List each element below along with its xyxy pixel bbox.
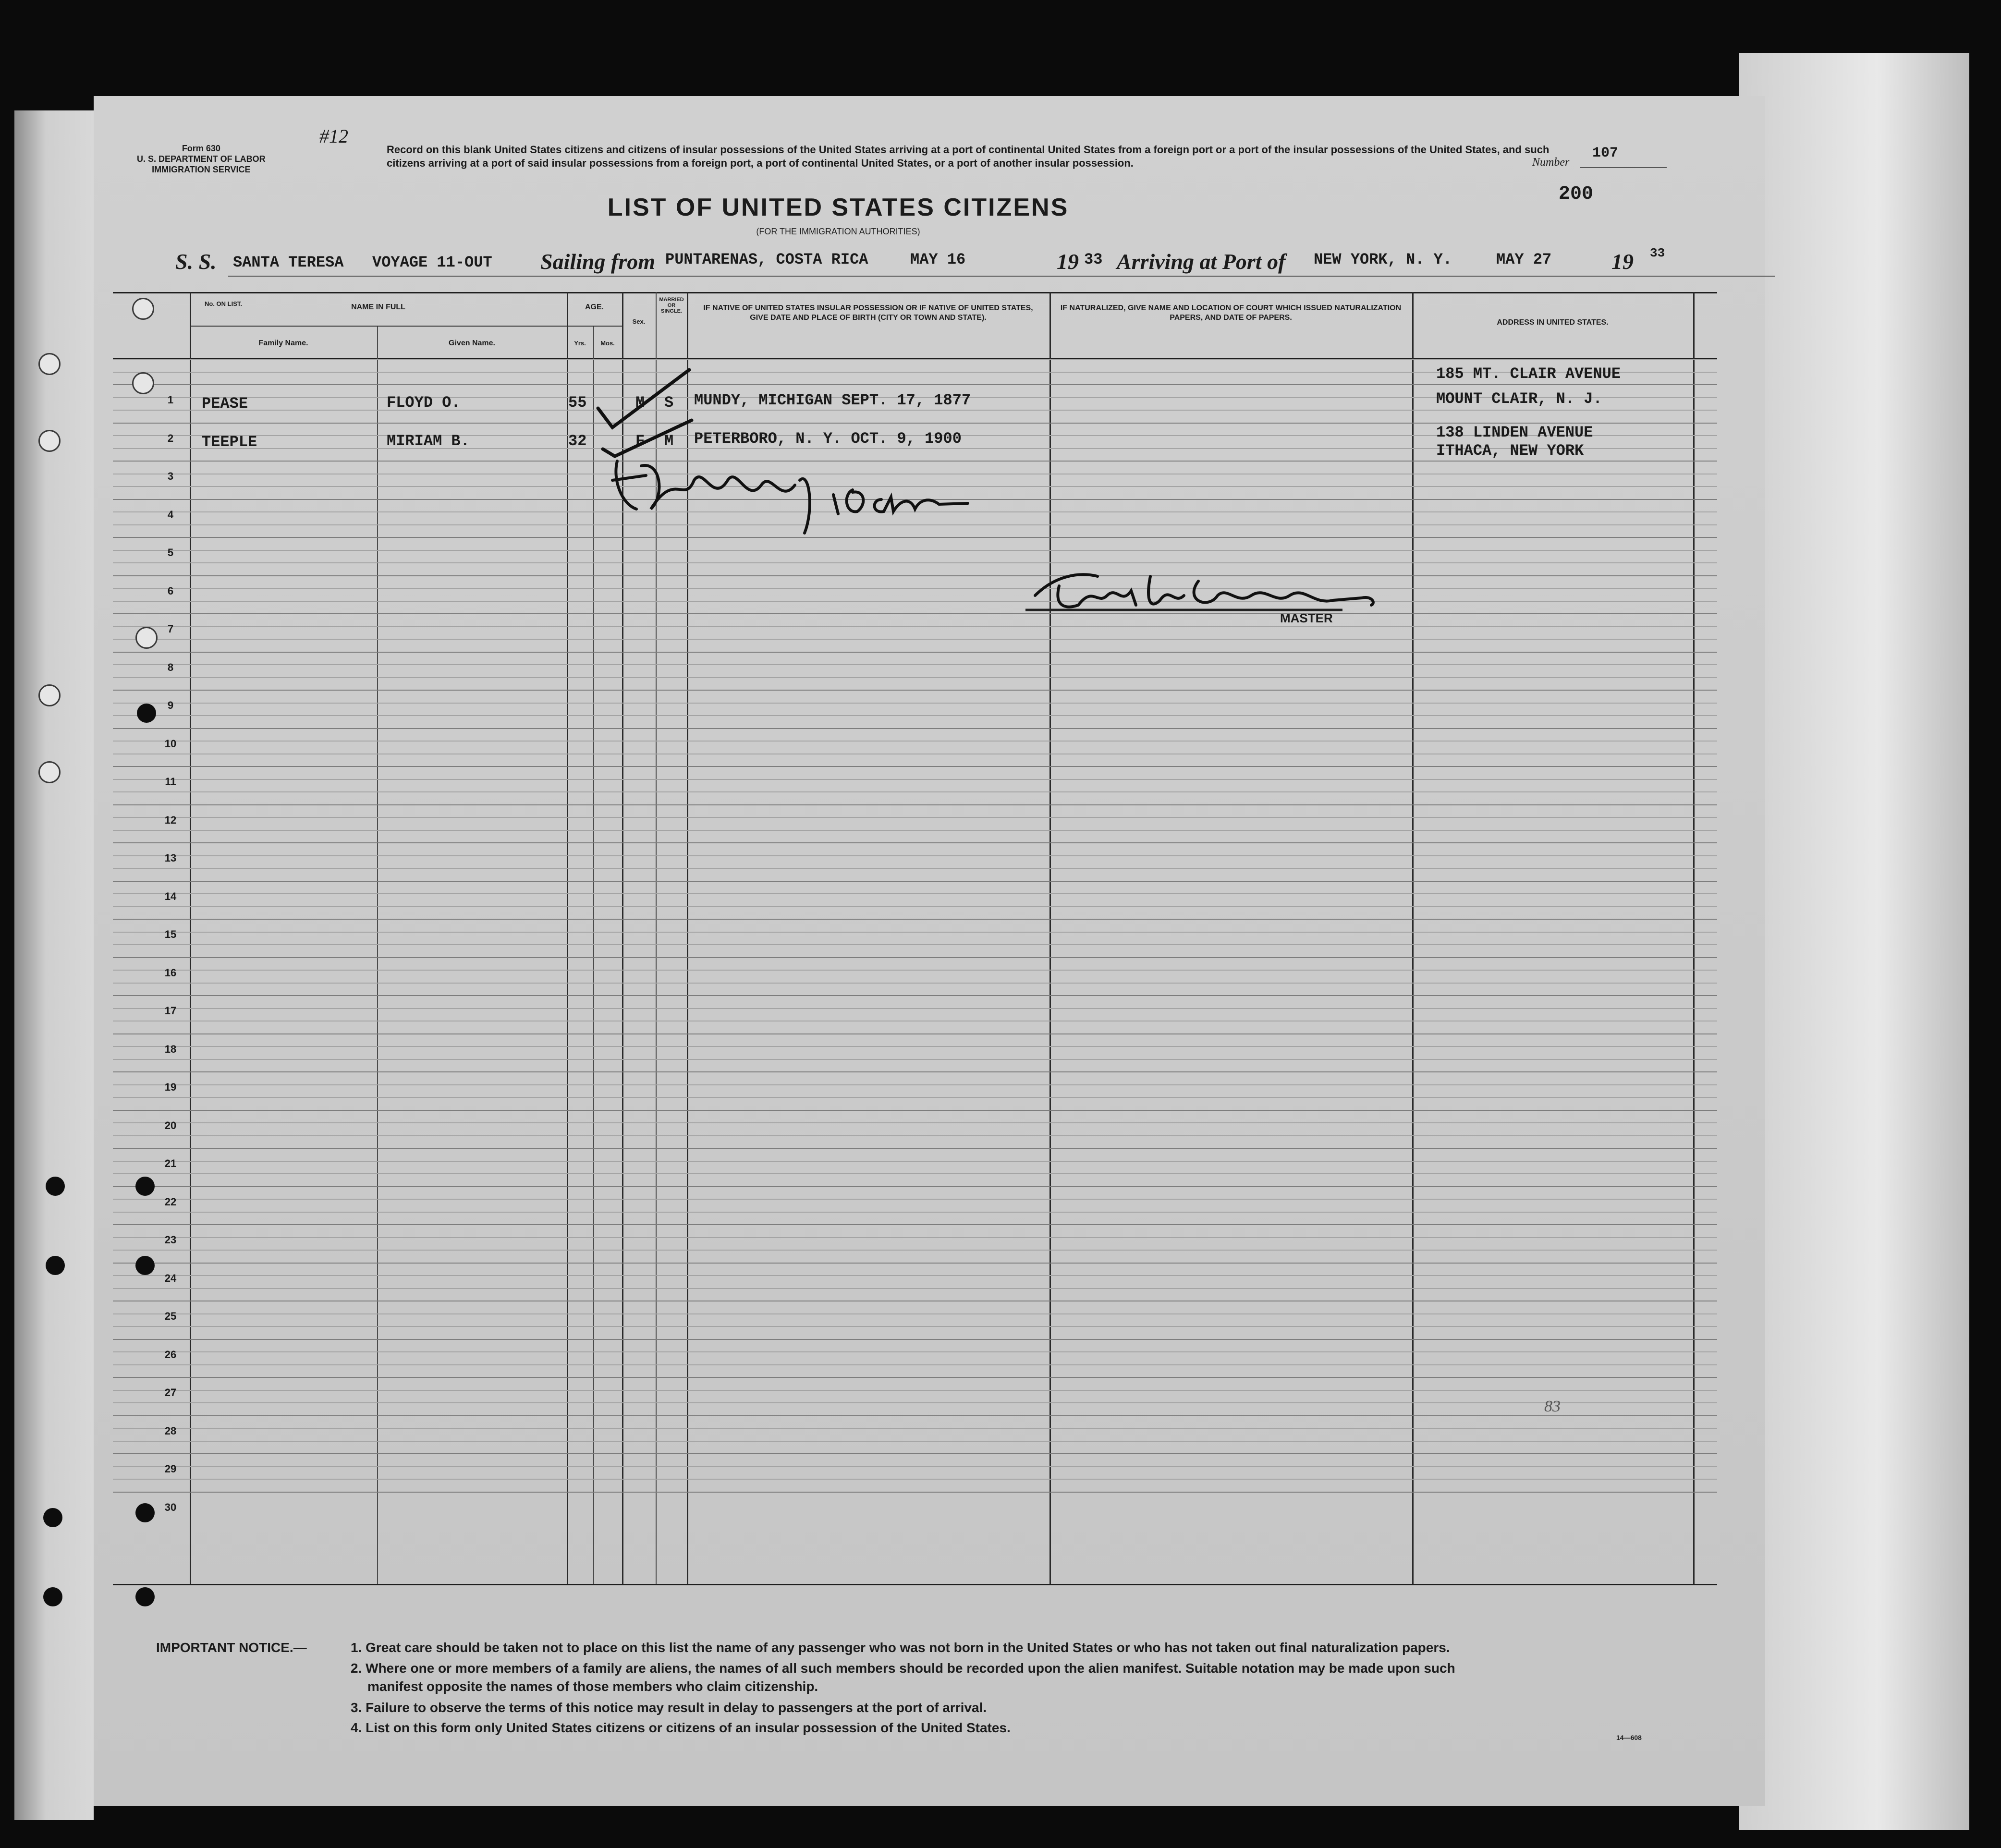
list-number: 107 [1592, 145, 1619, 161]
passenger-2-address-line1: 138 LINDEN AVENUE [1436, 424, 1593, 441]
ruled-line [113, 1313, 1717, 1314]
departure-year: 33 [1084, 251, 1103, 268]
margin-note: 83 [1544, 1398, 1561, 1415]
ruled-line [113, 677, 1717, 678]
service-label: IMMIGRATION SERVICE [152, 165, 251, 174]
passenger-2-address-line2: ITHACA, NEW YORK [1436, 442, 1584, 460]
ruled-line [113, 932, 1717, 933]
arriving-label: Arriving at Port of [1117, 249, 1286, 274]
form-identity [137, 143, 266, 175]
ruled-line [113, 1275, 1717, 1276]
name-subheader-rule [190, 326, 567, 327]
row-number: 26 [164, 1348, 177, 1361]
passenger-2-sex: F [635, 432, 645, 450]
ruled-line [113, 766, 1717, 767]
notice-item-4: 4. List on this form only United States citizens or citizens of an insular possession of the United States. [351, 1720, 1011, 1735]
row-number: 20 [164, 1119, 177, 1131]
ruled-line [113, 652, 1717, 653]
ruled-line [113, 791, 1717, 792]
ruled-line [113, 601, 1717, 602]
ruled-line [113, 550, 1717, 551]
manifest-sheet [94, 96, 1765, 1806]
ruled-line [113, 804, 1717, 805]
notice-item-3: 3. Failure to observe the terms of this notice may result in delay to passengers at the port of arrival. [351, 1700, 987, 1715]
voyage-underline [228, 276, 1775, 277]
header-yrs: Yrs. [574, 340, 586, 347]
ruled-line [113, 664, 1717, 665]
col-rule-yrs [593, 327, 594, 1584]
binder-hole [135, 1587, 155, 1606]
passenger-2-status: M [664, 432, 674, 450]
passenger-1-address-line1: 185 MT. CLAIR AVENUE [1436, 365, 1621, 383]
ruled-line [113, 995, 1717, 996]
passenger-1-birth: MUNDY, MICHIGAN SEPT. 17, 1877 [694, 391, 971, 409]
row-number: 3 [167, 470, 174, 482]
col-rule-family [377, 327, 378, 1584]
row-number: 30 [164, 1501, 177, 1513]
binder-hole [43, 1587, 62, 1606]
ruled-line [113, 1071, 1717, 1072]
ss-label: S. S. [175, 249, 217, 274]
ruled-line [113, 855, 1717, 856]
arrival-port: NEW YORK, N. Y. [1314, 251, 1452, 268]
row-number: 27 [164, 1386, 177, 1398]
ruled-line [113, 1161, 1717, 1162]
row-number: 6 [167, 584, 174, 597]
passenger-1-given-name: FLOYD O. [387, 394, 461, 412]
departure-date: MAY 16 [910, 251, 966, 268]
ruled-line [113, 1237, 1717, 1238]
ruled-line [113, 410, 1717, 411]
passenger-1-family-name: PEASE [202, 395, 248, 413]
row-number: 21 [164, 1157, 177, 1169]
binder-hole [135, 1503, 155, 1522]
binder-hole [135, 627, 158, 649]
row-number: 10 [164, 737, 177, 750]
sheet-number: 200 [1559, 183, 1594, 205]
form-title: LIST OF UNITED STATES CITIZENS [607, 194, 1069, 221]
ruled-line [113, 1059, 1717, 1060]
row-number: 15 [164, 928, 177, 940]
record-instructions: Record on this blank United States citizens and citizens of insular possessions of the United States arriving at a port of continental United States from a foreign port or a port of the insular possessions of the United States, and such citizens arriving at a port of said insular possessions from a foreign port, a port of continental United States, or a port of another insular possession. [387, 144, 1550, 169]
row-number: 14 [164, 890, 177, 902]
ruled-line [113, 359, 1717, 360]
form-number: Form 630 [182, 144, 220, 153]
passenger-2-family-name: TEEPLE [202, 433, 257, 451]
ruled-line [113, 1492, 1717, 1493]
header-address: ADDRESS IN UNITED STATES. [1497, 318, 1609, 327]
department-label: U. S. DEPARTMENT OF LABOR [137, 154, 266, 164]
form-subtitle: (FOR THE IMMIGRATION AUTHORITIES) [756, 227, 920, 236]
ruled-line [113, 842, 1717, 843]
ruled-line [113, 384, 1717, 385]
ruled-line [113, 613, 1717, 614]
ruled-line [113, 1033, 1717, 1034]
master-label: MASTER [1280, 611, 1333, 625]
ruled-line [113, 983, 1717, 984]
ruled-line [113, 1453, 1717, 1454]
header-sex: Sex. [632, 318, 646, 325]
ruled-line [113, 728, 1717, 729]
ruled-line [113, 1263, 1717, 1264]
binder-hole [38, 353, 61, 375]
ruled-line [113, 1441, 1717, 1442]
ruled-line [113, 957, 1717, 958]
ruled-line [113, 868, 1717, 869]
ruled-line [113, 830, 1717, 831]
ruled-line [113, 588, 1717, 589]
ruled-line [113, 1097, 1717, 1098]
header-name-in-full: NAME IN FULL [351, 303, 405, 311]
ruled-line [113, 1046, 1717, 1047]
binder-hole [38, 684, 61, 706]
ruled-line [113, 639, 1717, 640]
ruled-line [113, 1212, 1717, 1213]
ruled-line [113, 1326, 1717, 1327]
departure-port: PUNTARENAS, COSTA RICA [665, 251, 868, 268]
print-code: 14—608 [1616, 1734, 1642, 1741]
row-number: 24 [164, 1272, 177, 1284]
ruled-line [113, 1008, 1717, 1009]
passenger-1-age: 55 [568, 394, 587, 412]
row-number: 1 [167, 394, 174, 406]
ruled-line [113, 703, 1717, 704]
passenger-2-birth: PETERBORO, N. Y. OCT. 9, 1900 [694, 430, 962, 448]
notice-item-2-cont: manifest opposite the names of those members who claim citizenship. [367, 1679, 818, 1694]
binder-hole [46, 1177, 65, 1196]
ruled-line [113, 1084, 1717, 1085]
ruled-line [113, 881, 1717, 882]
row-number: 7 [167, 623, 174, 635]
ruled-line [113, 1428, 1717, 1429]
binder-hole [135, 1256, 155, 1275]
master-signature [1025, 557, 1467, 624]
sailing-label: Sailing from [540, 249, 656, 274]
ruled-line [113, 1110, 1717, 1111]
binder-hole [43, 1508, 62, 1527]
ruled-line [113, 779, 1717, 780]
binder-hole [137, 704, 156, 723]
ruled-line [113, 906, 1717, 907]
ruled-line [113, 1339, 1717, 1340]
ruled-line [113, 893, 1717, 894]
binder-hole [46, 1256, 65, 1275]
row-number: 18 [164, 1043, 177, 1055]
header-age: AGE. [585, 303, 604, 311]
ruled-line [113, 1250, 1717, 1251]
passenger-2-age: 32 [568, 432, 587, 450]
row-number: 16 [164, 966, 177, 979]
binder-hole [132, 298, 154, 320]
handwritten-mark: #12 [319, 125, 348, 147]
row-number: 4 [167, 508, 174, 521]
notice-heading: IMPORTANT NOTICE.— [156, 1640, 307, 1655]
row-number: 17 [164, 1005, 177, 1017]
header-given-name: Given Name. [449, 339, 495, 347]
row-number: 28 [164, 1424, 177, 1437]
header-mos: Mos. [600, 340, 615, 347]
passenger-1-address-line2: MOUNT CLAIR, N. J. [1436, 390, 1602, 408]
binder-hole [38, 761, 61, 783]
ruled-line [113, 970, 1717, 971]
notice-item-1: 1. Great care should be taken not to place on this list the name of any passenger who was not born in the United States or who has not taken out final naturalization papers. [351, 1640, 1450, 1655]
row-number: 23 [164, 1234, 177, 1246]
row-number: 22 [164, 1195, 177, 1208]
ruled-line [113, 1479, 1717, 1480]
arrival-date: MAY 27 [1496, 251, 1552, 268]
ruled-line [113, 575, 1717, 576]
age-subheader-rule [567, 326, 622, 327]
binder-hole [132, 372, 154, 394]
arrival-year: 33 [1650, 246, 1665, 260]
ship-name: SANTA TERESA [233, 254, 344, 271]
header-family-name: Family Name. [258, 339, 308, 347]
row-number: 25 [164, 1310, 177, 1322]
passenger-1-sex: M [635, 394, 645, 412]
ruled-line [113, 1122, 1717, 1123]
year-prefix-2: 19 [1611, 249, 1634, 274]
ruled-line [113, 1402, 1717, 1403]
row-number: 19 [164, 1081, 177, 1093]
row-number: 9 [167, 699, 174, 711]
ruled-line [113, 1224, 1717, 1225]
row-number: 13 [164, 852, 177, 864]
ruled-line [113, 741, 1717, 742]
handwritten-notation [603, 451, 1035, 538]
passenger-2-given-name: MIRIAM B. [387, 432, 470, 450]
ruled-line [113, 1415, 1717, 1416]
ruled-line [113, 944, 1717, 945]
header-married-single: MARRIED OR SINGLE. [659, 297, 684, 314]
header-birth: IF NATIVE OF UNITED STATES INSULAR POSSESSION OR IF NATIVE OF UNITED STATES, GIVE DATE AND PLACE OF BIRTH (CITY OR TOWN AND STATE). [703, 304, 1033, 322]
header-no-on-list: No. ON LIST. [205, 300, 242, 307]
notice-item-2: 2. Where one or more members of a family are aliens, the names of all such members should be recorded upon the alien manifest. Suitable notation may be made upon such [351, 1661, 1455, 1676]
ruled-line [113, 1186, 1717, 1187]
ruled-line [113, 1288, 1717, 1289]
ruled-line [113, 1364, 1717, 1365]
ruled-line [113, 715, 1717, 716]
row-number: 29 [164, 1463, 177, 1475]
ruled-line [113, 1148, 1717, 1149]
ruled-line [113, 1135, 1717, 1136]
table-top-border [113, 292, 1717, 293]
year-prefix-1: 19 [1057, 249, 1079, 274]
row-number: 5 [167, 547, 174, 559]
ruled-line [113, 1390, 1717, 1391]
ruled-line [113, 690, 1717, 691]
row-number: 2 [167, 432, 174, 444]
number-underline [1580, 167, 1667, 168]
ruled-line [113, 1199, 1717, 1200]
voyage-number: VOYAGE 11-OUT [372, 254, 492, 271]
header-naturalized: IF NATURALIZED, GIVE NAME AND LOCATION OF COURT WHICH ISSUED NATURALIZATION PAPERS, AND DATE OF PAPERS. [1060, 304, 1402, 322]
handwritten-check-marks [593, 365, 699, 461]
ruled-line [113, 562, 1717, 563]
ruled-line [113, 1377, 1717, 1378]
ruled-line [113, 1351, 1717, 1352]
table-bottom-border [113, 1584, 1717, 1585]
row-number: 11 [165, 776, 176, 788]
row-number: 12 [164, 814, 177, 826]
ruled-line [113, 1173, 1717, 1174]
backing-sheet [1739, 53, 1969, 1830]
binder-hole [135, 1177, 155, 1196]
number-label: Number [1532, 156, 1570, 169]
ruled-line [113, 1466, 1717, 1467]
ruled-line [113, 626, 1717, 627]
row-number: 8 [167, 661, 174, 673]
ruled-line [113, 919, 1717, 920]
ruled-line [113, 817, 1717, 818]
binder-hole [38, 430, 61, 452]
passenger-1-status: S [664, 394, 674, 412]
